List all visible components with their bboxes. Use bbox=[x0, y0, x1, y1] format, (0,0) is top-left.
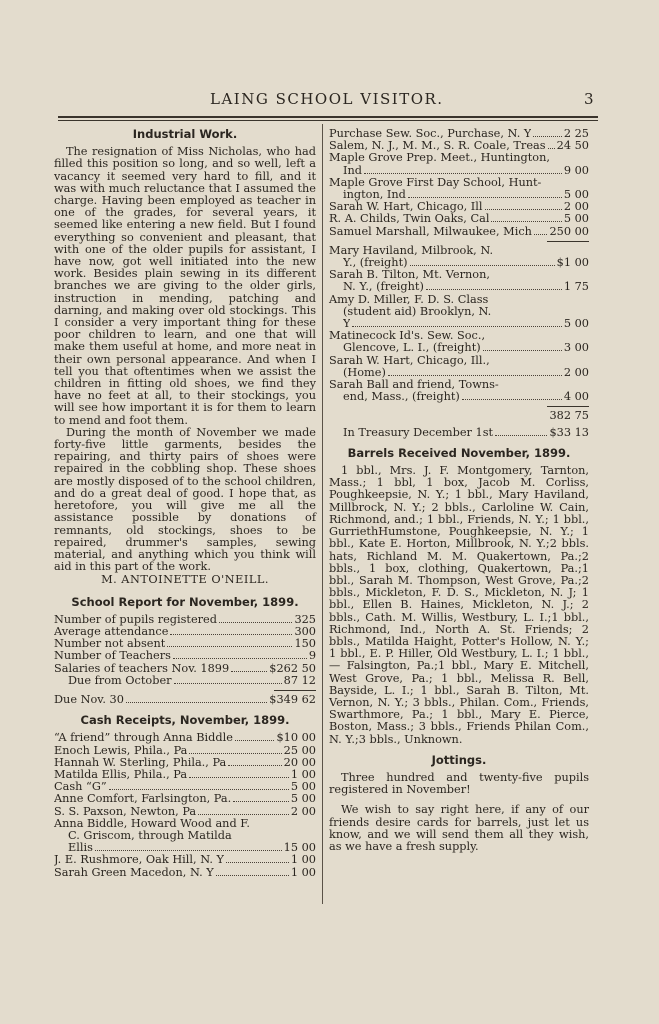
sum-rule bbox=[547, 406, 589, 407]
receipt-line: Matinecock Id's. Sew. Soc., bbox=[329, 329, 486, 343]
right-column bbox=[329, 128, 589, 853]
receipt-row: end, Mass., (freight) 4 00 bbox=[343, 390, 589, 404]
receipt-line: (student aid) Brooklyn, N. bbox=[343, 304, 492, 318]
jottings-paragraph-2: We wish to say right here, if any of our friends desire cards for barrels, just let us know, and we will send them all they wish, as we have a fresh supply. bbox=[329, 803, 589, 853]
receipt-row: Y., (freight) $1 00 bbox=[343, 256, 589, 270]
receipt-row: (Home) 2 00 bbox=[343, 365, 589, 379]
cash-receipts-table bbox=[54, 732, 316, 878]
header-rule bbox=[58, 116, 598, 118]
receipt-row: Matilda Ellis, Phila., Pa 1 00 bbox=[54, 767, 316, 781]
receipt-row: Sarah Green Macedon, N. Y 1 00 bbox=[54, 865, 316, 879]
receipts-continued bbox=[329, 128, 589, 439]
jottings-paragraph-1: Three hundred and twenty-five pupils registered in November! bbox=[329, 770, 589, 797]
receipt-row: J. E. Rushmore, Oak Hill, N. Y 1 00 bbox=[54, 853, 316, 867]
industrial-paragraph-1: The resignation of Miss Nicholas, who had filled this position so long, and so well, left a vacancy it seemed very hard to fill, and it was with much reluctance that I assumed the charge. Having been employed as teacher in one of the grades, for several years, it seemed like entering a new field. But I found everything so convenient and pleasant, that with one of the older pupils for assistant, I have now, got well initiated into the new work. Besides plain sewing in its different branches we are giving to the older girls, instruction in mending, patching and darning, and making over old stockings. This I consider a very important thing for these poor children to learn, and one that will make them useful at home, and more neat in their own personal appearance. And when I tell you that oftentimes when we assist the children in fitting old shoes, we find they have no feet at all, to their stockings, you will see how important it is for them to learn to mend and foot them. bbox=[54, 145, 316, 427]
barrels-heading: Barrels Received November, 1899. bbox=[347, 445, 571, 460]
receipt-row: Sarah W. Hart, Chicago, Ill 2 00 bbox=[329, 200, 589, 214]
receipt-line: Maple Grove Prep. Meet., Huntington, bbox=[329, 151, 550, 165]
receipt-row: ington, Ind 5 00 bbox=[343, 188, 589, 202]
signature: M. ANTOINETTE O'NEILL. bbox=[101, 573, 269, 587]
receipt-line: Sarah B. Tilton, Mt. Vernon, bbox=[329, 268, 490, 282]
report-row: Average attendance 300 bbox=[54, 624, 316, 638]
industrial-paragraph-2: During the month of November we made forty-five little garments, besides the repairing, and thirty pairs of shoes were repaired in the cobbling shop. These shoes are mostly disposed of to the school children, and do a great deal of good. I hope that, as heretofore, you will give me all the assistance possible by donations of remnants, old stockings, shoes to be repaired, drummer's samples, sewing material, and anything which you think will aid in this part of the work. bbox=[54, 425, 316, 574]
report-row: Number not absent 150 bbox=[54, 637, 316, 651]
total-row: 382 75 bbox=[549, 409, 589, 423]
receipt-line: Sarah W. Hart, Chicago, Ill., bbox=[329, 353, 490, 367]
receipt-line: Anna Biddle, Howard Wood and F. bbox=[54, 816, 250, 830]
receipt-row: Enoch Lewis, Phila., Pa 25 00 bbox=[54, 743, 316, 757]
sum-rule bbox=[274, 690, 316, 691]
receipt-row: Purchase Sew. Soc., Purchase, N. Y 2 25 bbox=[329, 127, 589, 140]
receipt-line: Maple Grove First Day School, Hunt- bbox=[329, 175, 542, 189]
receipt-row: Ellis 15 00 bbox=[68, 841, 316, 855]
school-report-heading: School Report for November, 1899. bbox=[71, 594, 299, 609]
barrels-list: 1 bbl., Mrs. J. F. Montgomery, Tarnton, Mass.; 1 bbl, 1 box, Jacob M. Corliss, Poughkeepsie, N. Y.; 1 bbl., Mary Haviland, Millbrock, N. Y.; 2 bbls., Carloline W. Cain, Richmond, and.; 1 bbl., Friends, N. Y.; 1 bbl., GurriethHumstone, Poughkeepsie, N. Y.; 1 bbl., Kate E. Horton, Millbrook, N. Y.;2 bbls. hats, Richland M. M. Quakertown, Pa.;2 bbls., 1 box, clothing, Quakertown, Pa.;1 bbl., Sarah M. Thompson, West Grove, Pa.;2 bbls., Mickleton, F. D. S., Mickleton, N. J; 1 bbl., Ellen B. Haines, Mickleton, N. J.; 2 bbls., Cath. M. Willis, Westbury, L. I.;1 bbl., Richmond, Ind., North A. St. Friends; 2 bbls., Matilda Haight, Potter's Hollow, N. Y.; 1 bbl., E. P. Hiller, Old Westbury, L. I.; 1 bbl., — Falsington, Pa.;1 bbl., Mary E. Mitchell, West Grove, Pa.; 1 bbl., Melissa R. Bell, Bayside, L. I.; 1 bbl., Sarah B. Tilton, Mt. Vernon, N. Y.; 3 bbls., Philan. Com., Friends, Swarthmore, Pa.; 1 bbl., Mary E. Pierce, Boston, Mass.; 3 bbls., Friends Philan Com., N. Y.;3 bbls., Unknown. bbox=[329, 464, 589, 746]
receipt-row: “A friend” through Anna Biddle $10 00 bbox=[54, 731, 316, 745]
cash-receipts-heading: Cash Receipts, November, 1899. bbox=[80, 713, 290, 728]
report-row: Number of pupils registered 325 bbox=[54, 612, 316, 626]
receipt-row: N. Y., (freight) 1 75 bbox=[343, 280, 589, 294]
receipt-row: Salem, N. J., M. M., S. R. Coale, Treas 24 50 bbox=[329, 139, 589, 153]
column-divider bbox=[322, 124, 323, 904]
header-rule-thin bbox=[58, 120, 598, 121]
receipt-line: C. Griscom, through Matilda bbox=[68, 828, 232, 842]
receipt-row: Hannah W. Sterling, Phila., Pa 20 00 bbox=[54, 755, 316, 769]
receipt-row: Samuel Marshall, Milwaukee, Mich 250 00 bbox=[329, 224, 589, 238]
receipt-row: Glencove, L. I., (freight) 3 00 bbox=[343, 341, 589, 355]
report-total-row: Due Nov. 30 $349 62 bbox=[54, 692, 316, 706]
report-row: Salaries of teachers Nov. 1899 $262 50 bbox=[54, 661, 316, 675]
jottings-heading: Jottings. bbox=[431, 752, 487, 767]
receipt-line: Mary Haviland, Milbrook, N. bbox=[329, 243, 494, 257]
treasury-row: In Treasury December 1st $33 13 bbox=[343, 425, 589, 439]
receipt-row: R. A. Childs, Twin Oaks, Cal 5 00 bbox=[329, 212, 589, 226]
report-row: Number of Teachers 9 bbox=[54, 649, 316, 663]
receipt-row: Cash “G” 5 00 bbox=[54, 780, 316, 794]
receipt-row: Y 5 00 bbox=[343, 317, 589, 331]
report-row: Due from October 87 12 bbox=[68, 673, 316, 687]
receipt-row: Anne Comfort, Farlsington, Pa. 5 00 bbox=[54, 792, 316, 806]
publication-title: LAING SCHOOL VISITOR. bbox=[210, 90, 444, 108]
page-number: 3 bbox=[583, 90, 595, 108]
industrial-work-heading: Industrial Work. bbox=[132, 127, 238, 141]
receipt-row: S. S. Paxson, Newton, Pa 2 00 bbox=[54, 804, 316, 818]
school-report-table bbox=[54, 614, 316, 706]
sum-rule bbox=[547, 241, 589, 242]
left-column bbox=[54, 128, 316, 879]
receipt-line: Sarah Ball and friend, Towns- bbox=[329, 378, 499, 392]
receipt-line: Amy D. Miller, F. D. S. Class bbox=[329, 292, 489, 306]
receipt-row: Ind 9 00 bbox=[343, 163, 589, 177]
running-head bbox=[60, 88, 595, 110]
